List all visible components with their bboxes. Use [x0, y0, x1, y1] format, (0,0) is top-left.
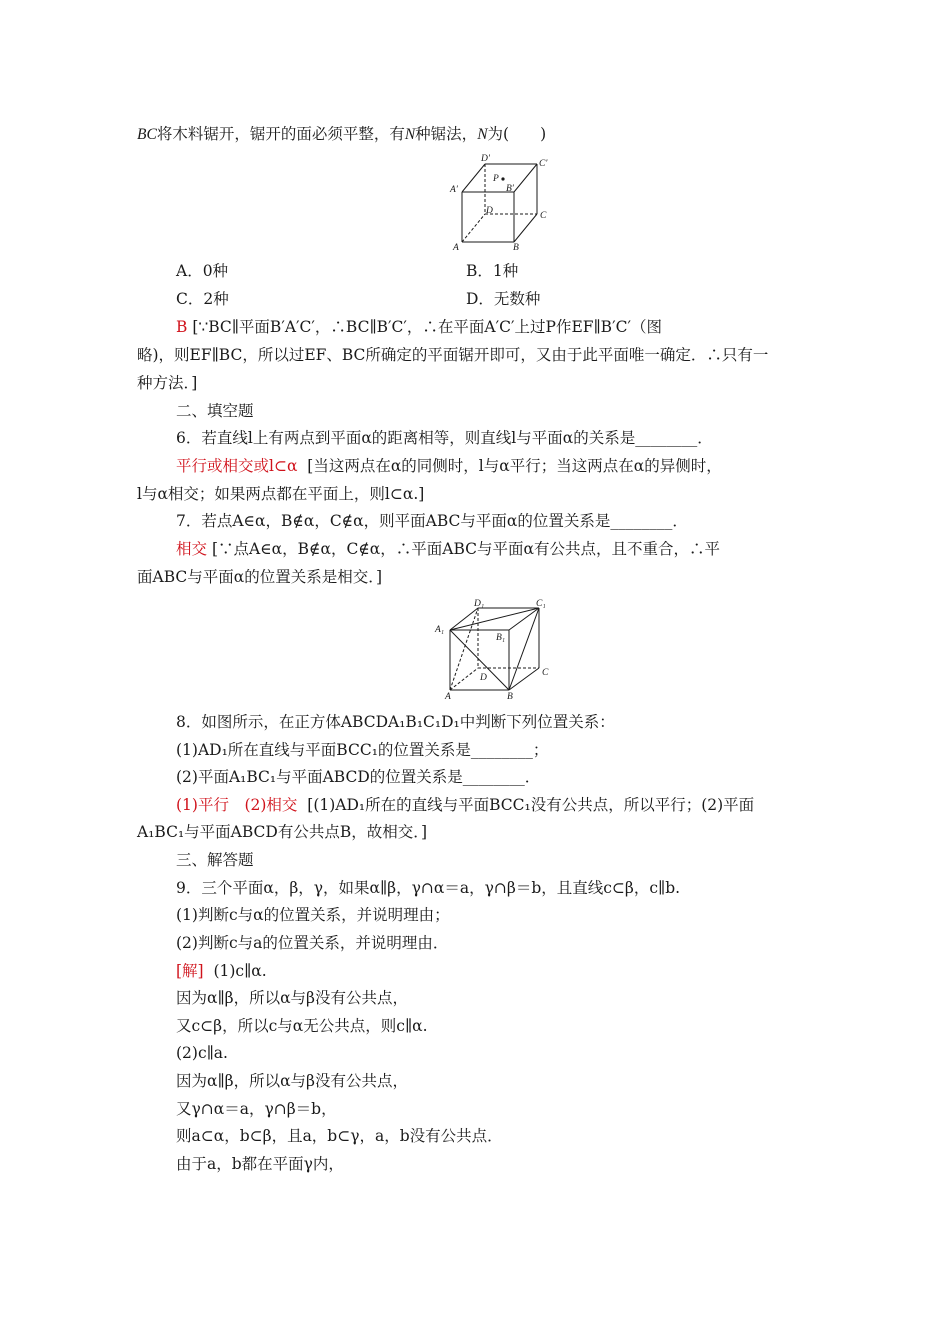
cube-figure-abcd	[433, 598, 555, 702]
label-p: P	[493, 174, 499, 184]
label-d2: D	[480, 673, 487, 683]
q8-sub1: (1)AD₁所在直线与平面BCC₁的位置关系是________；	[176, 741, 549, 759]
q9-sub2: (2)判断c与a的位置关系，并说明理由．	[176, 934, 449, 952]
q8-stem: 8．如图所示，在正方体ABCDA₁B₁C₁D₁中判断下列位置关系：	[176, 713, 615, 731]
q7-stem: 7．若点A∈α，B∉α，C∉α，则平面ABC与平面α的位置关系是________．	[176, 512, 688, 530]
q6-answer: 平行或相交或l⊂α	[176, 457, 298, 475]
label-b: B	[513, 243, 519, 253]
q8-sub2: (2)平面A₁BC₁与平面ABCD的位置关系是________．	[176, 768, 541, 786]
q6-explanation-line1: 平行或相交或l⊂α [当这两点在α的同侧时，l与α平行；当这两点在α的异侧时，	[176, 457, 722, 475]
label-a: A	[453, 243, 459, 253]
q6-stem: 6．若直线l上有两点到平面α的距离相等，则直线l与平面α的关系是________．	[176, 429, 713, 447]
q9-solution-line1: [解] (1)c∥α.	[176, 962, 267, 980]
label-b2: B	[507, 692, 513, 702]
label-c2: C	[542, 668, 549, 678]
label-b1: B₁	[496, 633, 506, 643]
q8-explanation-line2: A₁BC₁与平面ABCD有公共点B，故相交．]	[137, 823, 428, 841]
label-a-prime: A′	[450, 185, 458, 195]
label-d1: D₁	[474, 599, 485, 609]
q9-solution-line3: 又c⊂β，所以c与α无公共点，则c∥α.	[176, 1017, 428, 1035]
q9-solution-tag: [解]	[176, 962, 204, 980]
q7-explanation-line1: 相交 [∵点A∈α，B∉α，C∉α，∴平面ABC与平面α有公共点，且不重合，∴平	[176, 540, 720, 558]
q9-stem: 9．三个平面α，β，γ，如果α∥β，γ∩α＝a，γ∩β＝b，且直线c⊂β，c∥b.	[176, 879, 681, 897]
q8-answer: (1)平行 (2)相交	[176, 796, 298, 814]
q9-sub1: (1)判断c与α的位置关系，并说明理由；	[176, 906, 450, 924]
q9-solution-line7: 则a⊂α，b⊂β，且a，b⊂γ，a，b没有公共点．	[176, 1127, 503, 1145]
q5-answer: B	[176, 318, 188, 336]
section-solution-heading: 三、解答题	[176, 851, 254, 869]
label-c1: C₁	[536, 599, 546, 609]
q9-solution-line6: 又γ∩α＝a，γ∩β＝b，	[176, 1100, 337, 1118]
q9-solution-line4: (2)c∥a.	[176, 1044, 228, 1062]
label-a1: A₁	[435, 625, 445, 635]
section-fill-in-heading: 二、填空题	[176, 402, 254, 420]
q5-stem: BC将木料锯开，锯开的面必须平整，有N种锯法，N为( )	[137, 125, 547, 143]
q5-explanation-line3: 种方法．]	[137, 374, 198, 392]
label-c-prime: C′	[539, 159, 548, 169]
q7-explanation-line2: 面ABC与平面α的位置关系是相交．]	[137, 568, 382, 586]
label-b-prime: B′	[506, 184, 514, 194]
q5-explanation-line2: 略)，则EF∥BC，所以过EF、BC所确定的平面锯开即可，又由于此平面唯一确定．∴只有一	[137, 346, 769, 364]
label-a2: A	[445, 692, 451, 702]
q8-explanation-line1: (1)平行 (2)相交 [(1)AD₁所在的直线与平面BCC₁没有公共点，所以平行；(2)平面	[176, 796, 755, 814]
q6-explanation-line2: l与α相交；如果两点都在平面上，则l⊂α.]	[137, 485, 425, 503]
q7-answer: 相交	[176, 540, 208, 558]
q5-option-b: B．1种	[466, 262, 519, 280]
label-d: D	[486, 206, 493, 216]
q5-option-a: A．0种	[176, 262, 229, 280]
q5-explanation-line1: B [∵BC∥平面B′A′C′，∴BC∥B′C′，∴在平面A′C′上过P作EF∥B′C′（图	[176, 318, 662, 336]
q9-solution-line2: 因为α∥β，所以α与β没有公共点，	[176, 989, 409, 1007]
q5-option-d: D．无数种	[466, 290, 541, 308]
q9-solution-line8: 由于a，b都在平面γ内，	[176, 1155, 344, 1173]
point-p	[501, 177, 504, 180]
q9-solution-line5: 因为α∥β，所以α与β没有公共点，	[176, 1072, 409, 1090]
q5-option-c: C．2种	[176, 290, 229, 308]
label-d-prime: D′	[481, 154, 490, 164]
cube-figure-p	[447, 152, 557, 256]
label-c: C	[540, 211, 547, 221]
